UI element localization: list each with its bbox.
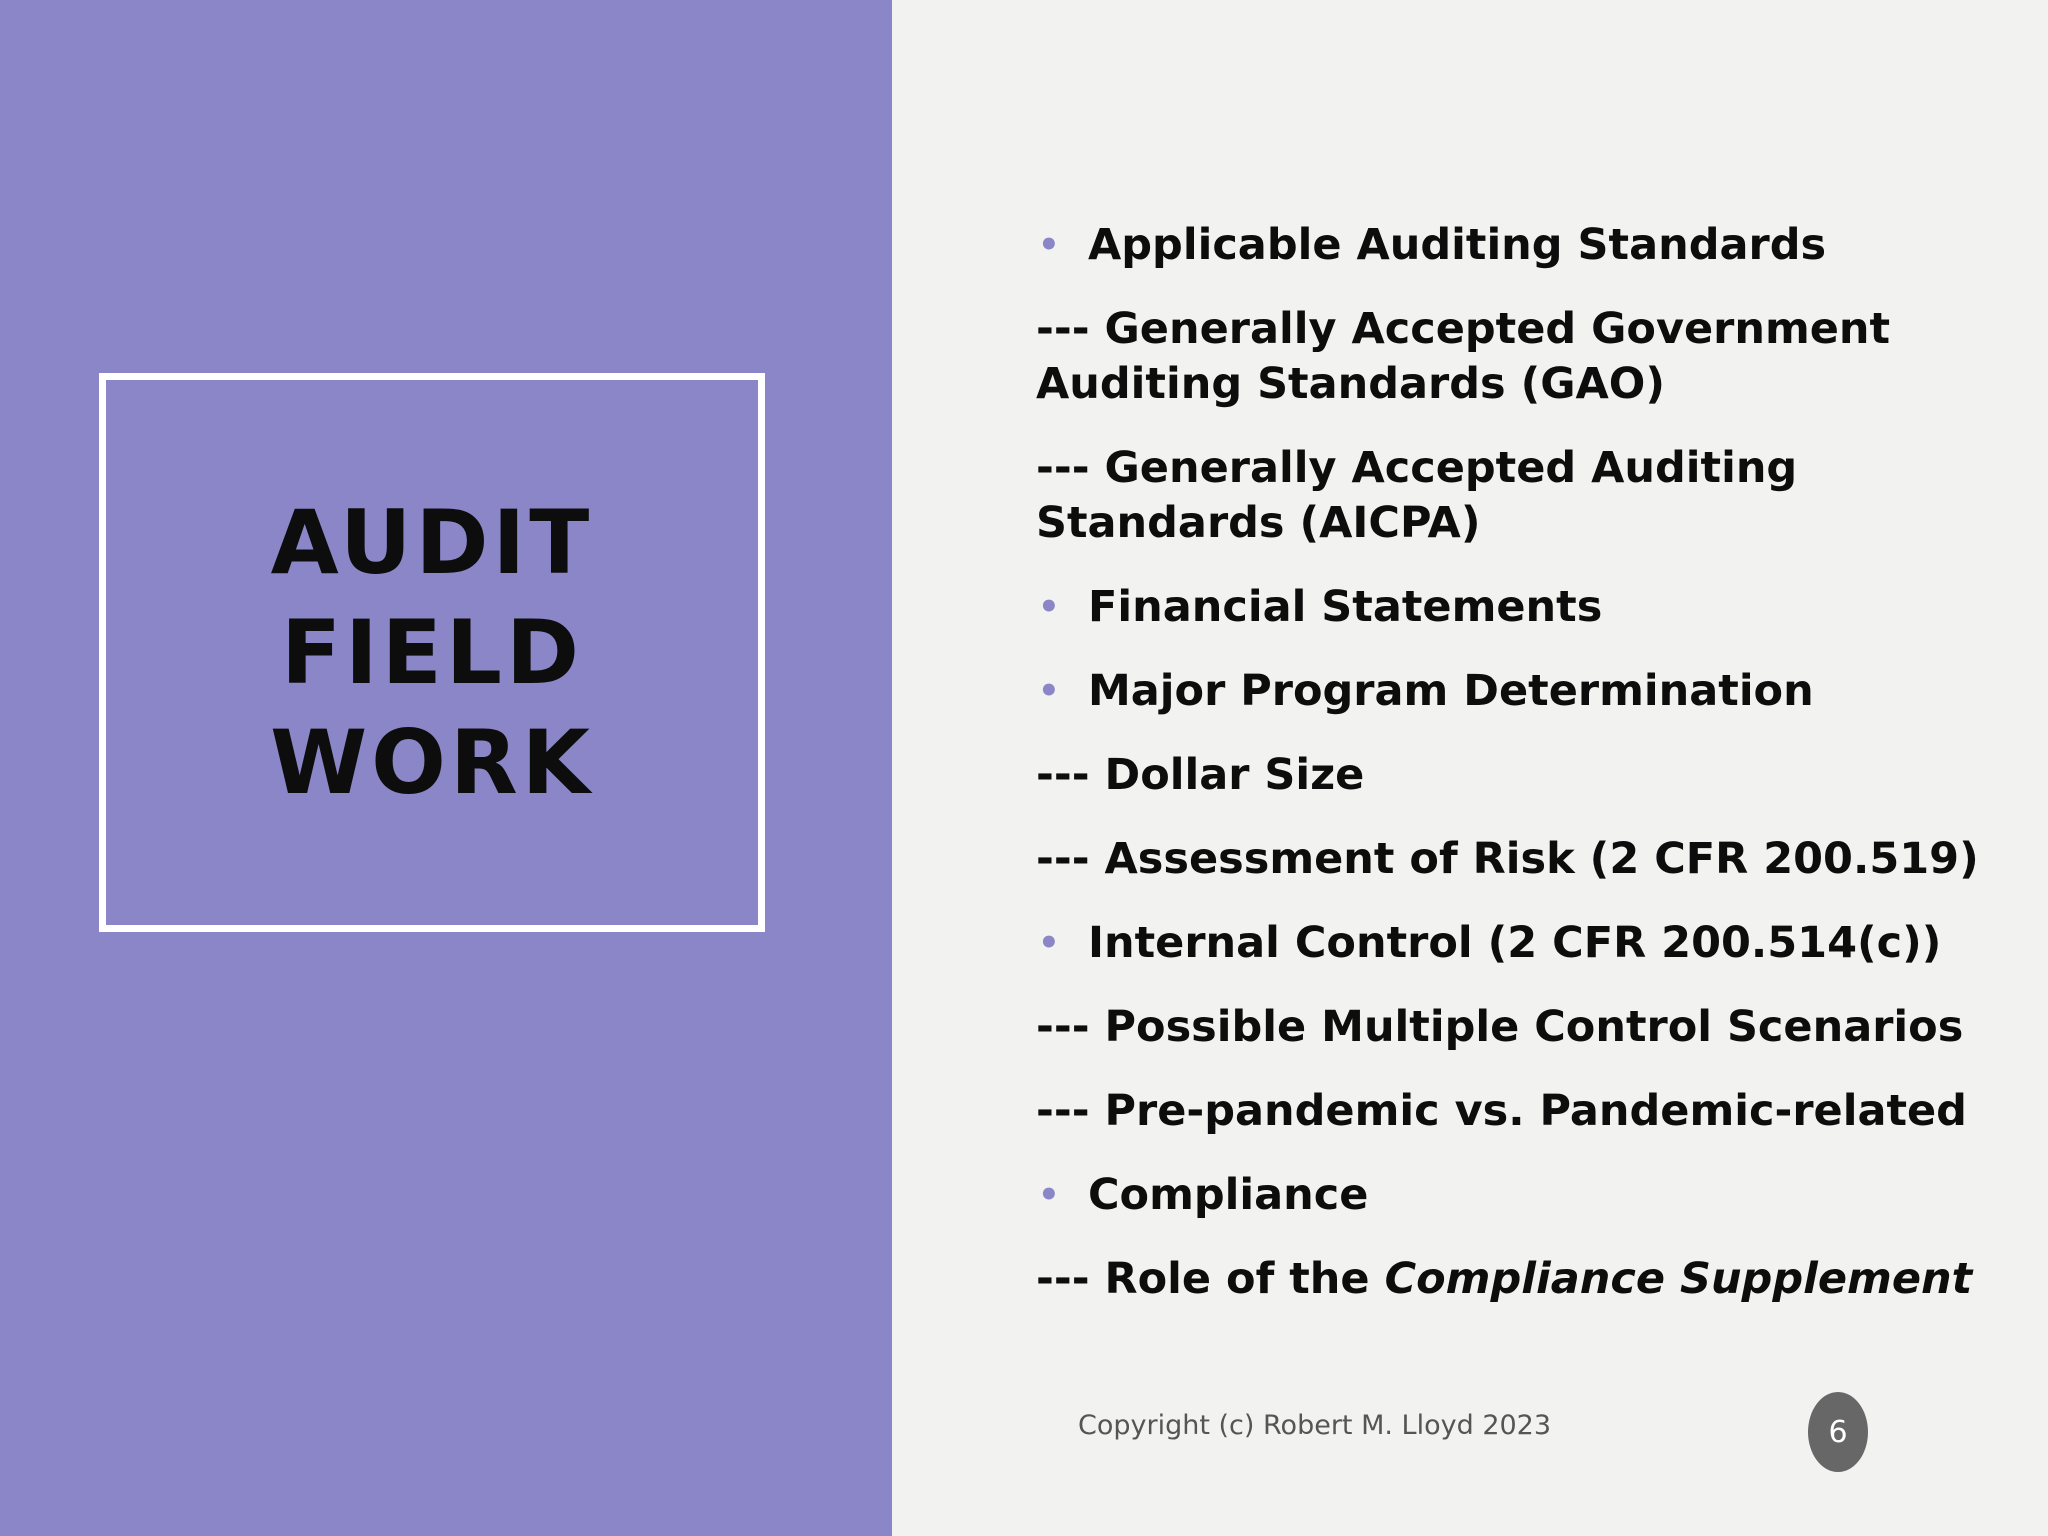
list-item-applicable-standards <box>1036 218 1826 273</box>
list-item-text: Applicable Auditing Standards <box>1088 220 1827 270</box>
list-item-compliance <box>1036 1168 1368 1223</box>
sub-item-dollar-size: --- Dollar Size <box>1036 750 1365 800</box>
sub-item-gaas-cont: Standards (AICPA) <box>1036 498 1481 548</box>
sub-item-gagas: --- Generally Accepted Government <box>1036 304 1891 354</box>
title-frame <box>99 373 765 932</box>
title-line-2: FIELD <box>280 600 584 704</box>
sub-item-compliance-supplement <box>1036 1252 1972 1307</box>
bullet-icon: • <box>1038 587 1060 627</box>
left-panel <box>0 0 892 1536</box>
bullet-icon: • <box>1038 225 1060 265</box>
page-number-badge: 6 <box>1808 1392 1868 1472</box>
list-item-major-program <box>1036 664 1814 719</box>
sub-item-gagas-cont: Auditing Standards (GAO) <box>1036 359 1666 409</box>
sub-item-pandemic: --- Pre-pandemic vs. Pandemic-related <box>1036 1086 1967 1136</box>
list-item-text: Financial Statements <box>1088 582 1603 632</box>
sub-item-assessment-risk: --- Assessment of Risk (2 CFR 200.519) <box>1036 834 1979 884</box>
title-line-3: WORK <box>270 710 594 814</box>
list-item-text: Compliance <box>1088 1170 1369 1220</box>
sub-item-gaas: --- Generally Accepted Auditing <box>1036 443 1798 493</box>
sub-item-prefix: --- Role of the <box>1036 1254 1385 1304</box>
sub-item-control-scenarios: --- Possible Multiple Control Scenarios <box>1036 1002 1964 1052</box>
bullet-icon: • <box>1038 1175 1060 1215</box>
list-item-internal-control <box>1036 916 1941 971</box>
sub-item-italic-title: Compliance Supplement <box>1384 1254 1973 1304</box>
copyright-footer: Copyright (c) Robert M. Lloyd 2023 <box>1078 1410 1552 1441</box>
list-item-financial-statements <box>1036 580 1602 635</box>
bullet-icon: • <box>1038 923 1060 963</box>
list-item-text: Major Program Determination <box>1088 666 1814 716</box>
bullet-icon: • <box>1038 671 1060 711</box>
list-item-text: Internal Control (2 CFR 200.514(c)) <box>1088 918 1942 968</box>
slide-title <box>270 488 594 818</box>
title-line-1: AUDIT <box>270 490 594 594</box>
